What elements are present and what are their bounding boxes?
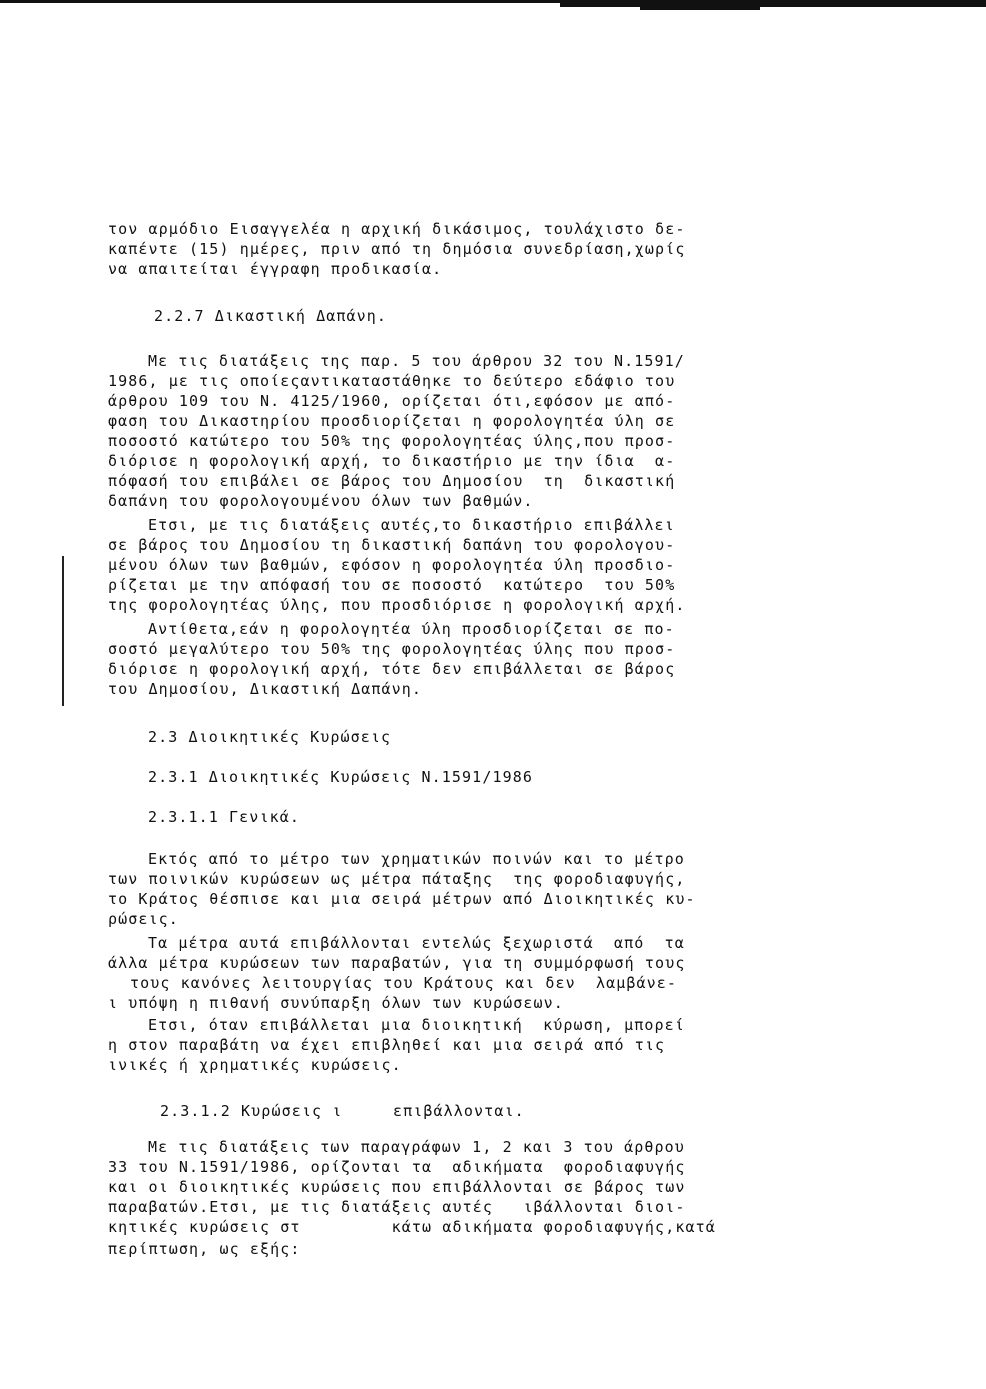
text-line: διόρισε η φορολογική αρχή, το δικαστήριο με την ίδια α- xyxy=(108,452,676,470)
text-line: να απαιτείται έγγραφη προδικασία. xyxy=(108,260,443,278)
margin-bar xyxy=(62,556,64,706)
section-heading: 2.3 Διοικητικές Κυρώσεις xyxy=(148,728,392,746)
text-line: Αντίθετα,εάν η φορολογητέα ύλη προσδιορίζεται σε πο- xyxy=(148,620,675,638)
section-heading: 2.2.7 Δικαστική Δαπάνη. xyxy=(154,307,388,325)
text-line: Ετσι, με τις διατάξεις αυτές,το δικαστήριο επιβάλλει xyxy=(148,516,675,534)
text-line: τον αρμόδιο Εισαγγελέα η αρχική δικάσιμος, τουλάχιστο δε- xyxy=(108,220,686,238)
text-line: ρώσεις. xyxy=(108,910,179,928)
text-line: περίπτωση, ως εξής: xyxy=(108,1240,301,1258)
text-line: των ποινικών κυρώσεων ως μέτρα πάταξης της φοροδιαφυγής, xyxy=(108,870,686,888)
text-line: κητικές κυρώσεις στ κάτω αδικήματα φοροδιαφυγής,κατά xyxy=(108,1218,716,1236)
text-line: Τα μέτρα αυτά επιβάλλονται εντελώς ξεχωριστά από τα xyxy=(148,934,685,952)
text-line: ρίζεται με την απόφασή του σε ποσοστό κατώτερο του 50% xyxy=(108,576,676,594)
text-line: Με τις διατάξεις των παραγράφων 1, 2 και 3 του άρθρου xyxy=(148,1138,685,1156)
text-line: η στον παραβάτη να έχει επιβληθεί και μια σειρά από τις xyxy=(108,1036,666,1054)
text-line: δαπάνη του φορολογουμένου όλων των βαθμών. xyxy=(108,492,534,510)
text-line: ι υπόψη η πιθανή συνύπαρξη όλων των κυρώσεων. xyxy=(108,994,564,1012)
scan-top-edge xyxy=(0,0,986,10)
text-line: Εκτός από το μέτρο των χρηματικών ποινών και το μέτρο xyxy=(148,850,685,868)
text-line: Ετσι, όταν επιβάλλεται μια διοικητική κύρωση, μπορεί xyxy=(148,1016,685,1034)
text-line: καπέντε (15) ημέρες, πριν από τη δημόσια συνεδρίαση,χωρίς xyxy=(108,240,686,258)
text-line: σε βάρος του Δημοσίου τη δικαστική δαπάνη του φορολογου- xyxy=(108,536,676,554)
section-heading: 2.3.1 Διοικητικές Κυρώσεις Ν.1591/1986 xyxy=(148,768,533,786)
text-line: το Κράτος θέσπισε και μια σειρά μέτρων από Διοικητικές κυ- xyxy=(108,890,696,908)
text-line: σοστό μεγαλύτερο του 50% της φορολογητέας ύλης που προσ- xyxy=(108,640,676,658)
section-heading: 2.3.1.2 Κυρώσεις ι επιβάλλονται. xyxy=(160,1102,525,1120)
text-line: και οι διοικητικές κυρώσεις που επιβάλλονται σε βάρος των xyxy=(108,1178,686,1196)
text-line: ινικές ή χρηματικές κυρώσεις. xyxy=(108,1056,402,1074)
text-line: διόρισε η φορολογική αρχή, τότε δεν επιβάλλεται σε βάρος xyxy=(108,660,676,678)
text-line: τους κανόνες λειτουργίας του Κράτους και δεν λαμβάνε- xyxy=(130,974,678,992)
text-line: άρθρου 109 του Ν. 4125/1960, ορίζεται ότι,εφόσον με από- xyxy=(108,392,676,410)
text-line: άλλα μέτρα κυρώσεων των παραβατών, για τη συμμόρφωσή τους xyxy=(108,954,686,972)
text-line: του Δημοσίου, Δικαστική Δαπάνη. xyxy=(108,680,423,698)
text-line: μένου όλων των βαθμών, εφόσον η φορολογητέα ύλη προσδιο- xyxy=(108,556,676,574)
text-line: παραβατών.Ετσι, με τις διατάξεις αυτές ιβάλλονται διοι- xyxy=(108,1198,686,1216)
section-heading: 2.3.1.1 Γενικά. xyxy=(148,808,300,826)
text-line: πόφασή του επιβάλει σε βάρος του Δημοσίου τη δικαστική xyxy=(108,472,676,490)
text-line: 33 του Ν.1591/1986, ορίζονται τα αδικήματα φοροδιαφυγής xyxy=(108,1158,686,1176)
text-line: φαση του Δικαστηρίου προσδιορίζεται η φορολογητέα ύλη σε xyxy=(108,412,676,430)
text-line: 1986, με τις οποίεςαντικαταστάθηκε το δεύτερο εδάφιο του xyxy=(108,372,676,390)
text-line: της φορολογητέας ύλης, που προσδιόρισε η φορολογική αρχή. xyxy=(108,596,686,614)
text-line: ποσοστό κατώτερο του 50% της φορολογητέας ύλης,που προσ- xyxy=(108,432,676,450)
text-line: Με τις διατάξεις της παρ. 5 του άρθρου 32 του Ν.1591/ xyxy=(148,352,685,370)
